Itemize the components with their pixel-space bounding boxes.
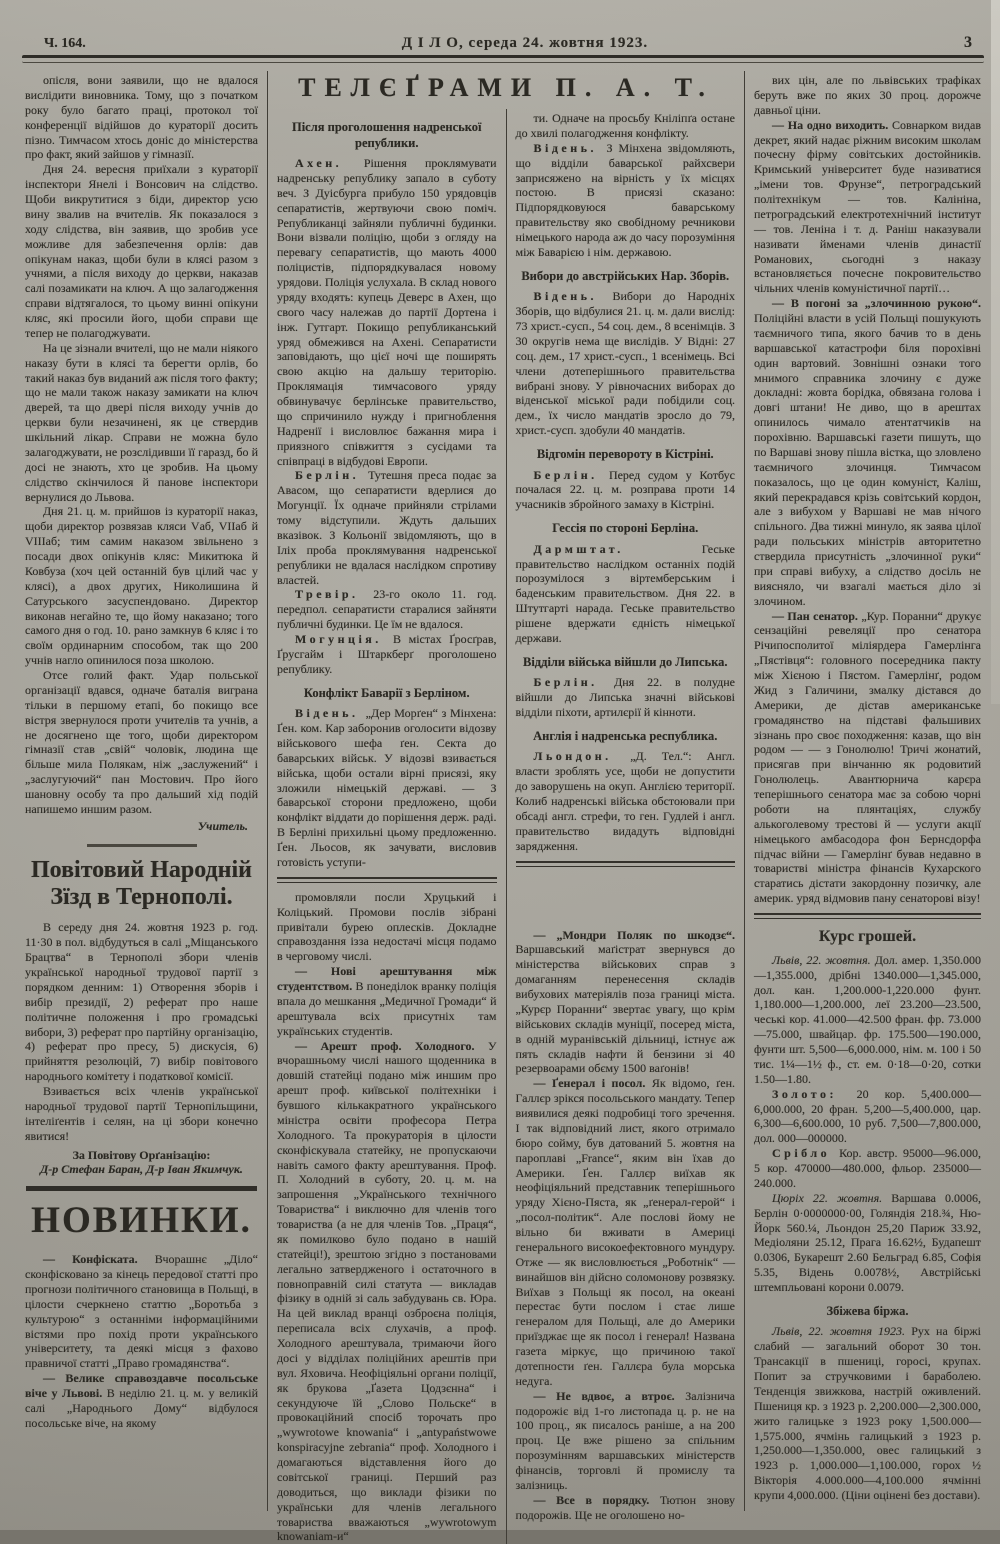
article-paragraph: [516, 141, 736, 260]
paragraph-text: „Д. Тел.“: Англ. власти зроблять усе, щоби не допустити до заворушень на окуп. Англією території. Колиб надренські війська обстоювали при обсаді англ. стрефи, то ген. Гудлей і англ. правительство видадуть відповідні зарядження.: [516, 749, 736, 852]
center-line: За Повітову Орґанізацію:: [25, 1148, 258, 1163]
paragraph-lead: — Нові арештування між студентством.: [277, 964, 500, 993]
paragraph-text: „Дер Морґен“ з Мінхена: Ґен. ком. Кар заборонив оголосити відозву військового шефа ґен. Секта до баварських військ. У відозві взивається війська, щоби остали вірні присязі, яку зложили німецькій державі. — З баварської сторони предложено, щоби конфлікт віддати до порішення держ. раді. В Берліні прихильні цьому предложенню. Ґен. Льосов, як зачувати, висловив готовість уступи-: [277, 706, 497, 869]
column-2: [268, 109, 507, 1544]
paragraph-text: Дол. амер. 1,350.000—1,355.000, дрібні 1340.000—1,345.000, дол. кан. 1,200.000-1,220.000 фунт. 1,180.000—1,200.000, леї 23.200—23.500, чеські кор. 41.000—42.500 фран. фр. 73.000—75.000, швайцар. фр. 175.500—190.000, фунти шт. 5,500—6,000.000, нім. м. 100 і 50 тис. 1¼—1½ ф., ст. ем. 0·18—0·20, сотки 1.50—1.80.: [754, 953, 981, 1086]
column-4: [744, 71, 990, 1511]
paragraph-lead: — Все в порядку.: [534, 1493, 660, 1507]
article-paragraph: [277, 587, 497, 632]
page-number: 3: [964, 34, 972, 52]
smudged-gap: [516, 874, 736, 928]
paragraph-text: 20 кор. 5,400.000—6,000.000, 20 фран. 5,200—5,400.000, цар. 6,300—6,600.000, 10 руб. 7,500—7,800.000, дол. 000—000000.: [754, 1087, 981, 1146]
paragraph-lead: — На одно виходить.: [772, 118, 892, 132]
article-paragraph: [516, 675, 736, 720]
masthead: Д І Л О, середа 24. жовтня 1923.: [402, 35, 648, 52]
article-heading: Повітовий Народній Зїзд в Тернополі.: [25, 857, 258, 911]
article-paragraph: [754, 609, 981, 907]
telegram-subheading: Англія і надренська республика.: [516, 729, 736, 745]
telegram-subheading: Вибори до австрійських Нар. Зборів.: [516, 269, 736, 285]
paragraph-text: Тутешня преса подає за Авасом, що сепаратисти вдерлися до Могунції. Їх одначе прийняли стрілами тому відступили. Ждуть дальших вказівок. З Кольонії звідомляють, що в Іліх проба проклямування надренської републики не вдалася наслідком спротиву властей.: [277, 468, 497, 586]
paragraph-text: В неділю 21. ц. м. у великій салі „Народнього Дому“ відбулося посольське віче, на якому: [25, 1386, 258, 1430]
article-paragraph: [754, 1146, 981, 1191]
article-paragraph: [277, 1039, 497, 1544]
double-rule: [516, 861, 736, 867]
paragraph-lead: Відень.: [534, 141, 607, 155]
issue-number: Ч. 164.: [44, 36, 86, 52]
paragraph-text: Залізнича подорожіє від 1-го листопада ц. р. не на 100 проц., як писалось раніше, а на 200 проц. Це вже рішено за спільним порозумінням варшавських міністерств фінансів, торговлі й промислу та залізниць.: [516, 1389, 736, 1492]
signature: Учитель.: [25, 819, 248, 834]
paragraph-lead: — Велике справоздавче посольське віче у Львові.: [25, 1371, 261, 1400]
article-paragraph: [277, 964, 497, 1038]
article-paragraph: [516, 1493, 736, 1523]
paragraph-lead: Срібло: [772, 1146, 839, 1160]
double-rule: [277, 877, 497, 883]
article-paragraph: [754, 118, 981, 297]
telegram-subheading: Після проголошення надренської републики.: [277, 120, 497, 151]
article-paragraph: [754, 296, 981, 608]
paragraph-lead: Тревір.: [295, 587, 373, 601]
telegrams-section: [268, 71, 744, 1511]
column-3: [507, 109, 745, 1544]
paragraph-text: З Мінхена звідомляють, що відділи баварської райхсвери заприсяжено на вірність у їх місцях постою. В присязі сказано: Підпорядковуюся баварському правительству яко свобідному речникови німецького народа аж до часу порозуміння між Баварією і нім. державою.: [516, 141, 736, 259]
article-paragraph: [25, 1371, 258, 1431]
paragraph-lead: — „Мондри Поляк по шкодзє“.: [534, 928, 739, 942]
paragraph-text: Варшава 0.0006, Берлін 0·0000000·00, Голяндія 218.¾, Ню-Йорк 560.¼, Льондон 25,20 Париж 33.92, Медіоляни 25.12, Прага 16.62½, Будапешт 0.0306, Букарешт 2.60 Бельград 6.85, Софія 5.35, Відень 0.0078½, Австрійські штемпльовані корони 0.0079.: [754, 1191, 981, 1294]
paragraph-text: У вчорашньому числі нашого щоденника в довшій статейці подано між иншим про арешт проф. київської політехніки і бувшого кількакратного українського міністра освіти професора Петра Холодного. Та прокураторія в цілости сконфіскувала статейку, не пропускаючи навіть самого факту арештування. Проф. П. Холодний в суботу, 20. ц. м. на запрошення „Українського технічного Товариства“ і виключно для членів того товариства (а не для членів Тов. „Праця“, як помилково було подано в нашій статейці!), зрештою згідно з постановами легально затвердженого і остаточного в повноправній силі статута — викладав фізику в одній зі саль забудувань св. Юра. На цей виклад вранці озброєна поліція, переписала всіх слухачів, а проф. Холодного арештувала, тримаючи його досі у відділах поліційних арештів при вул. Яховича. Неофіціяльні органи поліції, як брукова „Ґазета Цодзєнна“ і секундуюче їй „Слово Польске“ в провокаційний спосіб торочать про „wywrotowe knowania“ і „antypaństwowe konspiracyjne zebrania“ проф. Холодного і домагаються відставлення його до совітської границі. Перший раз доводиться, що виклади фізики по українськи для членів легального товариства вважаються „wywrotowym knowaniam-и“: [277, 1039, 497, 1544]
paragraph-lead: — Не вдвоє, а втроє.: [534, 1389, 686, 1403]
article-paragraph: [516, 1076, 736, 1388]
article-paragraph: [516, 749, 736, 853]
paragraph-lead: Відень.: [534, 289, 613, 303]
paragraph-text: В містах Ґросґрав, Ґрусгайм і Штаркберґ проголошено републику.: [277, 632, 497, 676]
paragraph-lead: Берлін.: [534, 468, 609, 482]
article-paragraph: [754, 1087, 981, 1147]
article-paragraph: Отсе голий факт. Удар польської організації вдався, одначе баталія виграна тільки в першому етапі, бо покищо все вістря звернулося проти учителів та учнів, а не досягнено ще того, щоби директором гімназії став „свій“ чоловік, людина ще більше мила Полякам, ніж „заслужений“ і „заслугуючий“ пан Мостович. Про його шановну особу та про дальший хід подій напишемо иншим разом.: [25, 668, 258, 817]
paragraph-lead: — Арешт проф. Холодного.: [295, 1039, 488, 1053]
paragraph-lead: — В погоні за „злочинною рукою“.: [772, 296, 984, 310]
paragraph-lead: Ахен.: [295, 156, 364, 170]
article-paragraph: [277, 468, 497, 587]
article-paragraph: [516, 542, 736, 646]
article-paragraph: В середу дня 24. жовтня 1923 р. год. 11·30 в пол. відбудуться в салі „Міщанського Брацтва“ в Тернополі збори членів української народньої трудової партії з порядком денним: 1) Отворення зборів і вибір президії, 2) реферат про наше політичне положення і про громадські вибори, 3) реферат про партійну організацію, 4) реферат про пресу, 5) дискусія, 6) прийняття резолюцій, 7) вибір повітового народнього комітету і податкової комісії.: [25, 920, 258, 1084]
paragraph-text: Тютюн знову подорожів. Ще не оголошено но-: [516, 1493, 736, 1522]
paragraph-lead: Львів, 22. жовтня.: [772, 953, 875, 967]
paragraph-lead: Відень.: [295, 706, 366, 720]
telegram-subheading: Гессія по стороні Берліна.: [516, 521, 736, 537]
paragraph-lead: Берлін.: [295, 468, 368, 482]
paragraph-lead: — Конфіската.: [43, 1252, 155, 1266]
telegram-subheading: Конфлікт Баварії з Берліном.: [277, 686, 497, 702]
telegram-subheading: Збіжева біржа.: [754, 1304, 981, 1320]
paragraph-lead: Льондон.: [534, 749, 631, 763]
paragraph-text: „Кур. Поранни“ друкує сензаційні ревеляції про сенатора Річипосполитої міліярдера Гамерлінга „Пястівця“: головного посередника пакту між Хієною і Пястом. Гамерлінґ, родом Жид з Галичини, змалку дістався до Америки, де дістав американське громадянство на підставі фальшивих зізнань про своє походження: казав, що він родом — — з Гонолюлю! Тричі жонатий, присягав при вінчанню як родовитий Гонолюлець. Авантюрнича карєра теперішнього сенатора має за собою чорні роботи на плянтаціях, службу алькоголевому трестові й — услуги акції німецького амбасодора фон Бернсдорфа підчас війни — Гамерлінґ бував недавно в товаристві міністра фінансів Кухарского старатись дістати закордонну позичку, але америк. уряд відмовив пану сенаторові візу!: [754, 609, 981, 906]
article-paragraph: [516, 289, 736, 438]
telegram-subheading: Відділи війська війшли до Липська.: [516, 655, 736, 671]
article-paragraph: Дня 21. ц. м. прийшов із кураторії наказ, щоби директор розвязав кляси Vаб, VІІаб й VІІІаб; тим самим наказом звільнено з посади двох опікунів кляс: Микитюка й Ковбуза (хоч цей останній був цілий час у клясі), а двох других, Николишина й Сатурського засуспендовано. Директор виконав негайно те, що йому наказано; того самого дня о год. 10. рано замкнув 6 кляс і то своїм ординарним способом, так що 200 учнів нагло опинилося поза школою.: [25, 504, 258, 668]
section-heading: НОВИНКИ.: [25, 1198, 258, 1244]
column-1: [16, 71, 268, 1511]
article-paragraph: Дня 24. вересня приїхали з кураторії інспектори Янелі і Вонсович на слідство. Щоби викрутитися з біди, директор усю вину звалив на вчителів. Як показалося з ходу слідства, він заявив, що зробив усе можливе для забезпечення орлів: дав опікунам наказ, щоби були в клясі разом з учнями, а після виходу до церкви, наказав салі позамикати на ключ. А що залагодження справи відтягалося, то цьому винні опікуни кляс, які просили його, щоби справи ще тепер не полагоджувати.: [25, 162, 258, 341]
paragraph-lead: Цюріх 22. жовтня.: [772, 1191, 891, 1205]
flourish-rule: [87, 844, 197, 847]
paragraph-lead: Дармштат.: [534, 542, 702, 556]
paragraph-text: Варшавський маґістрат звернувся до міністерства військових справ з домаганням перенесення складів вибухових матеріялів поза границі міста. „Курєр Поранни“ звертає увагу, що крім військових складів муніції, посеред міста, в одній муранівській дільниці, істнує аж пять складів нафти й бензини зі 40 резервоарами обєму 1500 ваґонів!: [516, 942, 736, 1075]
double-rule: [754, 913, 981, 919]
article-paragraph: [754, 1324, 981, 1503]
article-paragraph: [277, 632, 497, 677]
paragraph-text: Як відомо, ґен. Галлєр зрікся посольського мандату. Тепер виявилися деякі подробиці того зречення. І так відповідний лист, якого отримало бюро сойму, був датований 5. жовтня на пароплаві „France“, яким він їхав до Америки. Ґен. Галлєр виїхав як неофіціяльний представник теперішнього уряду Хієно-Пяста, як „ґенерал-герой“ і „посол-політик“. Але послові йому не вільно би вживати в Америці генерального високоефектовного мундуру. Отже — як висловлюється „Роботнік“ — винайшов він дійсно соломонову розвязку. Виїхав з Польщі як посол, на океані перестає бути послом і стає лише генералом для Польщі, але до Америки приїзджає ще як посол і генерал! Названа газета міркує, що причиною такої дотепности ґен. Галлєра була морська недуга.: [516, 1076, 736, 1388]
telegram-subheading: Відгомін перевороту в Кістріні.: [516, 447, 736, 463]
article-paragraph: вих цін, але по львівських трафіках беруть вже по яких 30 проц. дорожче давньої ціни.: [754, 73, 981, 118]
paragraph-lead: Берлін.: [534, 675, 615, 689]
paragraph-text: Поліційні власти в усій Польщі пошукують таємничого типа, якого бачив то в день варшавської катастрофи біля порохівні один вартовий. Зовнішні ознаки того мнимого справника злочину є дуже докладні: жовта борідка, обвязана голова і довгі штани! Не диво, що в арештах опинилось чимало атентатчиків на порохівню. Варшавські газети пишуть, що по Варшаві знову пішла вістка, що зловлено таємничого злочинця. Тимчасом показалось, що це один комуніст, Каліш, який перекрадався крізь совітський кордон, але з вибухом у Варшаві не мав нічого спільного. Два тижні минуло, як заява цілої ради польських міністрів авторитетно ствердила присутність „злочинної руки“ при справі вибуху, а слідство досіль не виясняло, чи взагалі мається діло зі злочином.: [754, 311, 981, 608]
article-paragraph: промовляли посли Хруцький і Коліцький. Промови послів зібрані привітали бурею оплесків. Докладне справоздання ізза недостачі місця подамо в черговому числі.: [277, 890, 497, 964]
money-section-heading: Курс грошей.: [754, 927, 981, 947]
article-paragraph: [516, 1389, 736, 1493]
paragraph-lead: — Пан сенатор.: [772, 609, 861, 623]
page-header: [16, 34, 990, 54]
heavy-bar-rule: [26, 1186, 257, 1191]
article-paragraph: ти. Одначе на просьбу Кніліпґа остане до хвилі полагодження конфлікту.: [516, 111, 736, 141]
paragraph-text: В понеділок вранку поліція впала до мешкання „Медичної Громади“ й арештувала всіх присутніх там українських студентів.: [277, 979, 497, 1038]
paragraph-lead: Львів, 22. жовтня 1923.: [772, 1324, 911, 1338]
telegrams-columns: [268, 109, 744, 1544]
center-line-italic: Д-р Стефан Баран, Д-р Іван Якимчук.: [25, 1162, 258, 1177]
article-paragraph: [516, 468, 736, 513]
paragraph-text: Кор. австр. 95000—96.000, 5 кор. 470000—480.000, фльор. 235000—240.000.: [754, 1146, 981, 1190]
article-paragraph: опісля, вони заявили, що не вдалося вислідити виновника. Тому, що з початком року було багато праці, протокол тої конференції відійшов до кураторії досить пізно. Тимчасом хтось доніс до міністерства про факт, який зайшов у гімназії.: [25, 73, 258, 162]
article-paragraph: [277, 156, 497, 468]
article-paragraph: [516, 928, 736, 1077]
article-paragraph: [754, 1191, 981, 1295]
paragraph-text: Рух на біржі слабий — загальний оборот 30 тон. Трансакції в пшениці, горосі, крупах. Попит за стручковими і бараболею. Тенденція звижкова, настрій оживлений. Пшениця кр. з 1923 р. 2,200.000—2,300.000, жито галицьке з 1923 року 1,500.000—1,575.000, ячмінь галицький з 1923 р. 1,250.000—1,350.000, овес галицький з 1923 р. 1,000.000—1,100.000, горох ½ Вікторія 4.000.000—4,100.000 ячмінні крупи 4,000.000. (Ціни оцінені без достави).: [754, 1324, 981, 1502]
article-paragraph: [754, 953, 981, 1087]
paragraph-text: Вибори до Народніх Зборів, що відбулися 21. ц. м. дали вислід: 73 христ.-сусп., 54 соц. дем., 8 всенімців. З 30 округів нема ще вислідів. У Відні: 27 соц. дем., 17 христ.-сусп., 1 всенімець. Всі члени дотеперішнього правительства вибрані знову. У рівночасних виборах до віденської міської ради побідили соц. дем., їх число мандатів зросло до 79, христ.-сусп. здобули 40 мандатів.: [516, 289, 736, 437]
paragraph-text: Геське правительство наслідком останніх подій порозумілося з віртемберським і баденським правительством. Дня 22. в Штутгарті нарада. Геське правительство рішене вдержати єдність німецької держави.: [516, 542, 736, 645]
article-paragraph: Взивається всіх членів української народньої трудової партії Тернопільщини, інтеліґентів і селян, на ці збори конечно явитися!: [25, 1084, 258, 1144]
paragraph-text: Дня 22. в полудне війшли до Липська значні військові відділи піхоти, артилєрії й кінноти.: [516, 675, 736, 719]
article-paragraph: [25, 1252, 258, 1371]
paragraph-text: Перед судом у Котбус почалася 22. ц. м. розправа проти 14 учасників збройного замаху в Кістріні.: [516, 468, 736, 512]
paragraph-lead: Золото:: [772, 1087, 857, 1101]
article-paragraph: На це зізнали вчителі, що не мали ніякого наказу бути в клясі та берегти орлів, бо такий наказ був виданий аж після того факту; що не мали також наказу замикати на ключ дверей, та що двері після виходу учнів до церкви були незачинені, як це ствердив шкільний лікар. Справи не можна було залагоджувати, не розслідивши її гаразд, бо й досі не знають, хто це зробив. На цьому слідство скінчилося й панове інспектори вернулися до Львова.: [25, 341, 258, 505]
paragraph-text: 23-го около 11. год. передпол. сепаратисти старалися зайняти публичні будинки. Це їм не вдалося.: [277, 587, 497, 631]
paragraph-lead: Могунція.: [295, 632, 393, 646]
paragraph-text: Совнарком видав декрет, який надає ріжним високим школам почесну фірму совітських достойників. Кримський університет буде називатися „імени тов. Фрунзе“, петроградський політехнікум — тов. Калініна, петроградський електротехнічний інститут — тов. Леніна і т. д. Раніш наказували називати йменами членів династії Романових, сьогодні з наказу встановляється почесне покровительство чільних членів комуністичної партії…: [754, 118, 981, 296]
page-body: [16, 71, 990, 1511]
paragraph-text: Рішення проклямувати надренську републику запало в суботу веч. З Дуісбурга прибуло 150 урядовців сепаратистів, жертвуючи свою поміч. Републиканці зайняли публичні будинки. Вони візвали поліцію, щоби з огляду на перевагу сепаратистів, що мають 4000 поліцистів, підпорядкувалася новому урядови. Поліція услухала. В склад нового уряду входять: купець Деверс в Ахен, що свого часу належав до партії Дортена і інж. Гутгарт. Покищо републиканський уряд обмежився на Ахені. Сепаратисти заповідають, що цієї ночі ще поширять свою акцію на дальшу територію. Проклямація тимчасового уряду обвинувачує берлінське правительство, що спричинило нужду і пригноблення Надренії і висловлює бажання мира і приязного співжиття з сусідами та співпраці в відбудові Европи.: [277, 156, 497, 468]
paragraph-lead: — Ґенерал і посол.: [534, 1076, 652, 1090]
article-paragraph: [277, 706, 497, 870]
header-rule: [22, 55, 984, 63]
paragraph-text: Вчорашнє „Діло“ сконфісковано за кінець передової статті про прогнози політичного становища в Польщі, в цілости счеркнено статтю „Боротьба з культурою“ з останніми інформаційними вістями про похід проти українського університету, та деякі місця з фахово правничої статті „Право громадянства“.: [25, 1252, 258, 1370]
telegrams-heading: ТЕЛЄҐРАМИ П. А. Т.: [268, 71, 744, 109]
